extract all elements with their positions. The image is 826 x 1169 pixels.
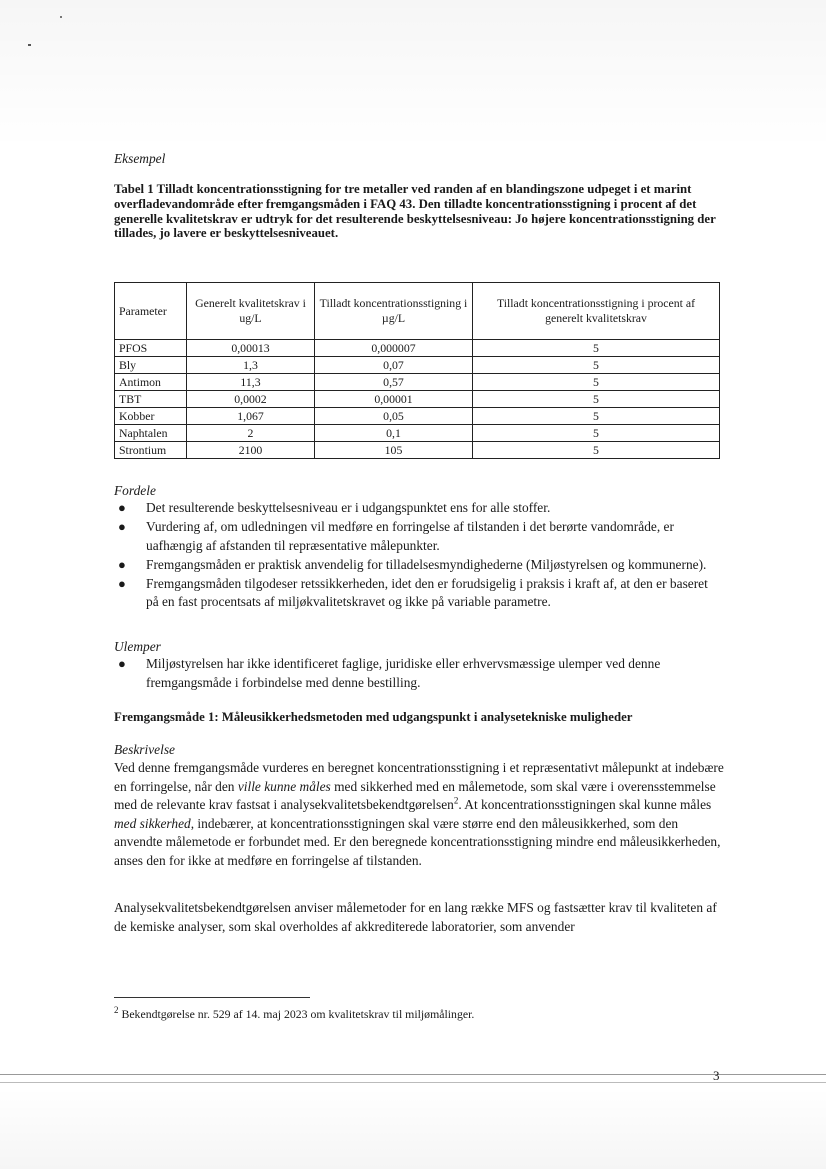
list-item-text: Fremgangsmåden tilgodeser retssikkerheden, idet den er forudsigelig i praksis i kraft af, at den er baseret på en fast procentsats af miljøkvalitetskravet og ikke på variable parametre. [146,575,708,609]
table-cell: 0,00013 [187,340,315,357]
page-rule [0,1074,826,1075]
emphasis: med sikkerhed [114,815,191,831]
table-cell: 105 [315,442,473,459]
table-row [115,408,720,425]
scan-shadow [0,0,826,150]
footnote-reference[interactable]: 2 [453,795,459,806]
list-item [114,655,720,692]
table-cell: Kobber [115,408,187,425]
table-cell: 1,3 [187,357,315,374]
example-heading: Eksempel [114,151,166,166]
table-row [115,442,720,459]
list-item [114,499,720,518]
bullet-icon: ● [118,656,126,671]
emphasis: ville kunne måles [237,778,331,794]
list-item [114,556,720,575]
table-cell: 5 [473,340,720,357]
table-cell: 5 [473,425,720,442]
page-rule [0,1082,826,1083]
list-item-text: Miljøstyrelsen har ikke identificeret faglige, juridiske eller erhvervsmæssige ulemper ved denne fremgangsmåde i forbindelse med denne bestilling. [146,656,661,690]
footnote-separator [114,997,310,998]
table-cell: PFOS [115,340,187,357]
column-header: Parameter [115,283,187,340]
table-cell: 2100 [187,442,315,459]
footnote-mark: 2 [114,1005,119,1016]
table-cell: 2 [187,425,315,442]
table-cell: 0,1 [315,425,473,442]
column-header: Tilladt koncentrationsstigning i µg/L [315,283,473,340]
description-paragraph-2: Analysekvalitetsbekendtgørelsen anviser målemetoder for en lang række MFS og fastsætter krav til kvaliteten af de kemiske analyser, som skal overholdes af akkrediterede laboratorier, som anvender [114,900,717,934]
table-header-row [115,283,720,340]
table-caption: Tabel 1 Tilladt koncentrationsstigning for tre metaller ved randen af en blandingszone udpeget i et marint overfladevandområde efter fremgangsmåden i FAQ 43. Den tilladte koncentrationsstigning i procent af det generelle kvalitetskrav er udtryk for det resulterende beskyttelsesniveau: Jo højere koncentrationsstigning der tillades, jo lavere er beskyttelsesniveauet. [114,182,716,241]
list-item-text: Fremgangsmåden er praktisk anvendelig for tilladelsesmyndighederne (Miljøstyrelsen og kommunerne). [146,556,707,572]
beskrivelse-heading: Beskrivelse [114,742,175,757]
page-number: 3 [713,1068,720,1083]
table-cell: 5 [473,391,720,408]
table-cell: 0,05 [315,408,473,425]
bullet-icon: ● [118,500,126,515]
table-cell: 0,07 [315,357,473,374]
table-cell: Antimon [115,374,187,391]
scan-speck [60,16,62,18]
pollution-table [114,282,720,459]
table-cell: TBT [115,391,187,408]
scan-speck [28,44,31,46]
column-header: Tilladt koncentrationsstigning i procent af generelt kvalitetskrav [473,283,720,340]
fordele-heading: Fordele [114,483,156,498]
list-item-text: Vurdering af, om udledningen vil medføre en forringelse af tilstanden i det berørte vandområde, er uafhængig af afstanden til repræsentative målepunkter. [146,519,674,553]
footnote: $^2$ Bekendtgørelse nr. 529 af 14. maj 2023 om kvalitetskrav til miljømålinger. [114,1005,475,1021]
method-heading: Fremgangsmåde 1: Måleusikkerhedsmetoden med udgangspunkt i analysetekniske muligheder [114,710,633,724]
table-cell: 1,067 [187,408,315,425]
table-cell: Bly [115,357,187,374]
table-cell: 5 [473,442,720,459]
table-cell: Naphtalen [115,425,187,442]
description-paragraph: Ved denne fremgangsmåde vurderes en beregnet koncentrationsstigning i et repræsentativt målepunkt at indebære en forringelse, når den ville kunne måles med sikkerhed med en målemetode, som skal være i overensstemmelse med de relevante krav fastsat i analysekvalitetsbekendtgørelsen$^2$. At koncentrationsstigningen skal kunne måles med sikkerhed, indebærer, at koncentrationsstigningen skal være større end den måleusikkerhed, som den anvendte målemetode er forbundet med. Er den beregnede koncentrationsstigning mindre end måleusikkerheden, anses den for ikke at medføre en forringelse af tilstanden. [114,760,724,868]
table-row [115,391,720,408]
table-cell: 0,57 [315,374,473,391]
bullet-icon: ● [118,575,126,591]
table-cell: 5 [473,408,720,425]
table-cell: Strontium [115,442,187,459]
table-row [115,340,720,357]
bullet-icon: ● [118,519,126,534]
fordele-list [114,499,720,612]
table-cell: 11,3 [187,374,315,391]
table-cell: 0,0002 [187,391,315,408]
bullet-icon: ● [118,556,126,572]
column-header: Generelt kvalitetskrav i ug/L [187,283,315,340]
table-row [115,357,720,374]
scan-shadow [0,1088,826,1169]
list-item-text: Det resulterende beskyttelsesniveau er i udgangspunktet ens for alle stoffer. [146,500,551,515]
ulemper-list [114,655,720,693]
list-item [114,518,720,555]
table-row [115,374,720,391]
list-item [114,575,720,612]
table-cell: 5 [473,357,720,374]
table-row [115,425,720,442]
table-cell: 0,000007 [315,340,473,357]
table-cell: 0,00001 [315,391,473,408]
table-cell: 5 [473,374,720,391]
ulemper-heading: Ulemper [114,639,161,654]
